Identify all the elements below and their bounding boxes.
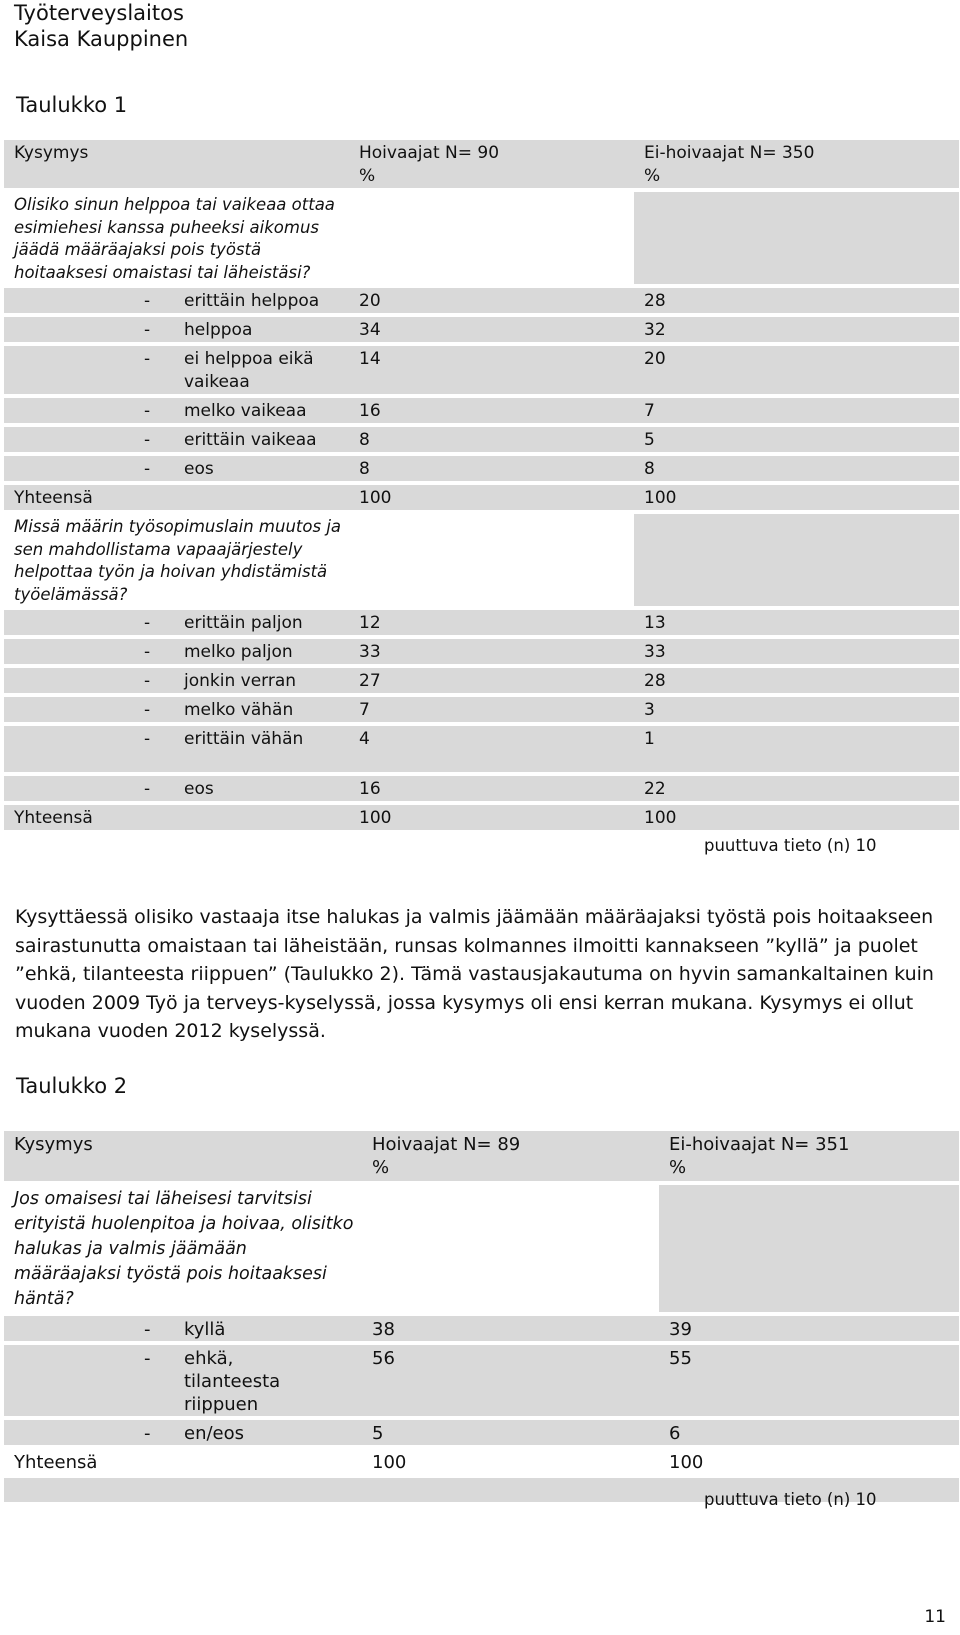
question-text: Jos omaisesi tai läheisesi tarvitsisi erityistä huolenpitoa ja hoivaa, olisitko halukas ja valmis jäämään määräajaksi työstä pois hoitaaksesi häntä? (14, 1189, 354, 1309)
header-noncaregivers (634, 140, 959, 188)
value-noncaregivers: 33 (634, 639, 959, 664)
table1-total-row (4, 805, 959, 830)
header-noncaregivers-n: Ei-hoivaajat N= 350 (644, 143, 815, 163)
value-noncaregivers: 55 (659, 1345, 959, 1416)
answer-label (144, 779, 214, 799)
document-header (14, 0, 188, 52)
table2-caption: Taulukko 2 (16, 1074, 128, 1098)
missing-data-note: puuttuva tieto (n) 10 (704, 836, 877, 855)
total-label: Yhteensä (4, 485, 349, 510)
answer-label (144, 1319, 225, 1340)
answer-label (144, 1423, 244, 1444)
author-name: Kaisa Kauppinen (14, 27, 189, 51)
total-label: Yhteensä (14, 1452, 98, 1473)
table-row (4, 427, 959, 452)
header-question: Kysymys (4, 140, 349, 188)
value-caregivers: 20 (349, 288, 634, 313)
dash: - (144, 700, 151, 720)
answer-text: melko vähän (184, 700, 294, 720)
total-caregivers: 100 (349, 485, 634, 510)
value-caregivers: 38 (362, 1316, 659, 1341)
table-row (4, 317, 959, 342)
table-row (4, 1345, 959, 1416)
answer-text: melko vaikeaa (184, 401, 307, 421)
value-noncaregivers: 28 (634, 668, 959, 693)
table-row (4, 697, 959, 722)
answer-label (144, 348, 324, 394)
total-label: Yhteensä (4, 805, 349, 830)
value-caregivers: 5 (362, 1420, 659, 1445)
table-row (4, 639, 959, 664)
question-text: Missä määrin työsopimuslain muutos ja sen mahdollistama vapaajärjestely helpottaa työn ja hoivan yhdistämistä työelämässä? (14, 517, 342, 604)
value-caregivers: 12 (349, 610, 634, 635)
header-noncaregivers (659, 1131, 959, 1181)
answer-text: jonkin verran (184, 671, 297, 691)
answer-text: melko paljon (184, 642, 293, 662)
value-caregivers: 8 (349, 456, 634, 481)
total-caregivers: 100 (372, 1452, 407, 1473)
answer-text: kyllä (184, 1319, 226, 1340)
empty-cell (349, 192, 634, 284)
table2-total-row (4, 1449, 959, 1474)
value-noncaregivers: 6 (659, 1420, 959, 1445)
value-noncaregivers: 8 (634, 456, 959, 481)
dash: - (144, 1348, 151, 1369)
header-noncaregivers-n: Ei-hoivaajat N= 351 (669, 1134, 850, 1155)
answer-label (144, 459, 214, 479)
value-noncaregivers: 39 (659, 1316, 959, 1341)
empty-cell (362, 1185, 659, 1312)
value-noncaregivers: 1 (634, 726, 959, 772)
table1-header-row (4, 140, 959, 188)
answer-label (144, 642, 293, 662)
table1-question1-row (4, 192, 959, 284)
table2-question-row (4, 1185, 959, 1312)
table1-caption: Taulukko 1 (16, 93, 128, 117)
table-row (4, 398, 959, 423)
empty-cell (634, 192, 959, 284)
table-row (4, 776, 959, 801)
table1-question2-row (4, 514, 959, 606)
dash: - (144, 401, 151, 421)
total-noncaregivers: 100 (669, 1452, 704, 1473)
dash: - (144, 320, 151, 340)
dash: - (144, 779, 151, 799)
organization-name: Työterveyslaitos (14, 1, 184, 25)
answer-label (144, 613, 303, 633)
answer-text: erittäin helppoa (184, 291, 320, 311)
answer-label (144, 700, 293, 720)
dash: - (144, 459, 151, 479)
value-noncaregivers: 3 (634, 697, 959, 722)
answer-text: ei helppoa eikä vaikeaa (184, 349, 314, 392)
value-caregivers: 14 (349, 346, 634, 394)
table-row (4, 1420, 959, 1445)
empty-cell (659, 1185, 959, 1312)
answer-text: erittäin paljon (184, 613, 303, 633)
table-row (4, 456, 959, 481)
missing-data-note: puuttuva tieto (n) 10 (704, 1490, 877, 1509)
header-question: Kysymys (4, 1131, 362, 1181)
total-noncaregivers: 100 (634, 485, 959, 510)
dash: - (144, 1319, 151, 1340)
value-noncaregivers: 7 (634, 398, 959, 423)
answer-label (144, 401, 307, 421)
empty-cell (362, 1478, 659, 1502)
value-caregivers: 56 (362, 1345, 659, 1416)
value-noncaregivers: 32 (634, 317, 959, 342)
value-caregivers: 34 (349, 317, 634, 342)
dash: - (144, 349, 151, 369)
table-row (4, 610, 959, 635)
empty-cell (349, 514, 634, 606)
dash: - (144, 642, 151, 662)
value-caregivers: 33 (349, 639, 634, 664)
table2-header-row (4, 1131, 959, 1181)
table-row (4, 346, 959, 394)
header-caregivers-unit: % (359, 166, 376, 186)
total-caregivers: 100 (349, 805, 634, 830)
header-noncaregivers-unit: % (669, 1157, 687, 1178)
dash: - (144, 1423, 151, 1444)
empty-cell (4, 1478, 362, 1502)
table-row (4, 668, 959, 693)
value-noncaregivers: 13 (634, 610, 959, 635)
value-caregivers: 8 (349, 427, 634, 452)
total-noncaregivers: 100 (634, 805, 959, 830)
header-caregivers-unit: % (372, 1157, 390, 1178)
value-caregivers: 7 (349, 697, 634, 722)
answer-label (144, 430, 317, 450)
answer-label (144, 729, 303, 749)
dash: - (144, 613, 151, 633)
header-caregivers (362, 1131, 659, 1181)
dash: - (144, 291, 151, 311)
table-row (4, 726, 959, 772)
header-caregivers (349, 140, 634, 188)
answer-text: eos (184, 779, 214, 799)
dash: - (144, 729, 151, 749)
table2 (4, 1127, 959, 1506)
dash: - (144, 430, 151, 450)
table-row (4, 1316, 959, 1341)
value-noncaregivers: 22 (634, 776, 959, 801)
table1-total-row (4, 485, 959, 510)
answer-text: en/eos (184, 1423, 245, 1444)
value-caregivers: 4 (349, 726, 634, 772)
header-caregivers-n: Hoivaajat N= 89 (372, 1134, 521, 1155)
answer-label (144, 320, 252, 340)
value-caregivers: 16 (349, 398, 634, 423)
table1 (4, 136, 959, 834)
answer-label (144, 291, 319, 311)
answer-text: ehkä, tilanteesta riippuen (184, 1348, 281, 1415)
answer-label (144, 671, 296, 691)
table-row (4, 288, 959, 313)
header-noncaregivers-unit: % (644, 166, 661, 186)
answer-text: eos (184, 459, 214, 479)
body-paragraph: Kysyttäessä olisiko vastaaja itse halukas ja valmis jäämään määräajaksi työstä pois hoitaakseen sairastunutta omaistaan tai läheistään, runsas kolmannes ilmoitti kannakseen ”kyllä” ja puolet ”ehkä, tilanteesta riippuen” (Taulukko 2). Tämä vastausjakautuma on hyvin samankaltainen kuin vuoden 2009 Työ ja terveys-kyselyssä, jossa kysymys oli ensi kerran mukana. Kysymys ei ollut mukana vuoden 2012 kyselyssä. (15, 906, 934, 1042)
page-number: 11 (924, 1607, 946, 1627)
value-caregivers: 27 (349, 668, 634, 693)
value-caregivers: 16 (349, 776, 634, 801)
value-noncaregivers: 20 (634, 346, 959, 394)
dash: - (144, 671, 151, 691)
empty-cell (634, 514, 959, 606)
value-noncaregivers: 5 (634, 427, 959, 452)
answer-text: helppoa (184, 320, 253, 340)
header-caregivers-n: Hoivaajat N= 90 (359, 143, 500, 163)
answer-text: erittäin vähän (184, 729, 304, 749)
answer-text: erittäin vaikeaa (184, 430, 317, 450)
value-noncaregivers: 28 (634, 288, 959, 313)
answer-label (144, 1347, 334, 1416)
question-text: Olisiko sinun helppoa tai vaikeaa ottaa esimiehesi kanssa puheeksi aikomus jäädä määräajaksi pois työstä hoitaaksesi omaistasi tai läheistäsi? (14, 195, 335, 282)
